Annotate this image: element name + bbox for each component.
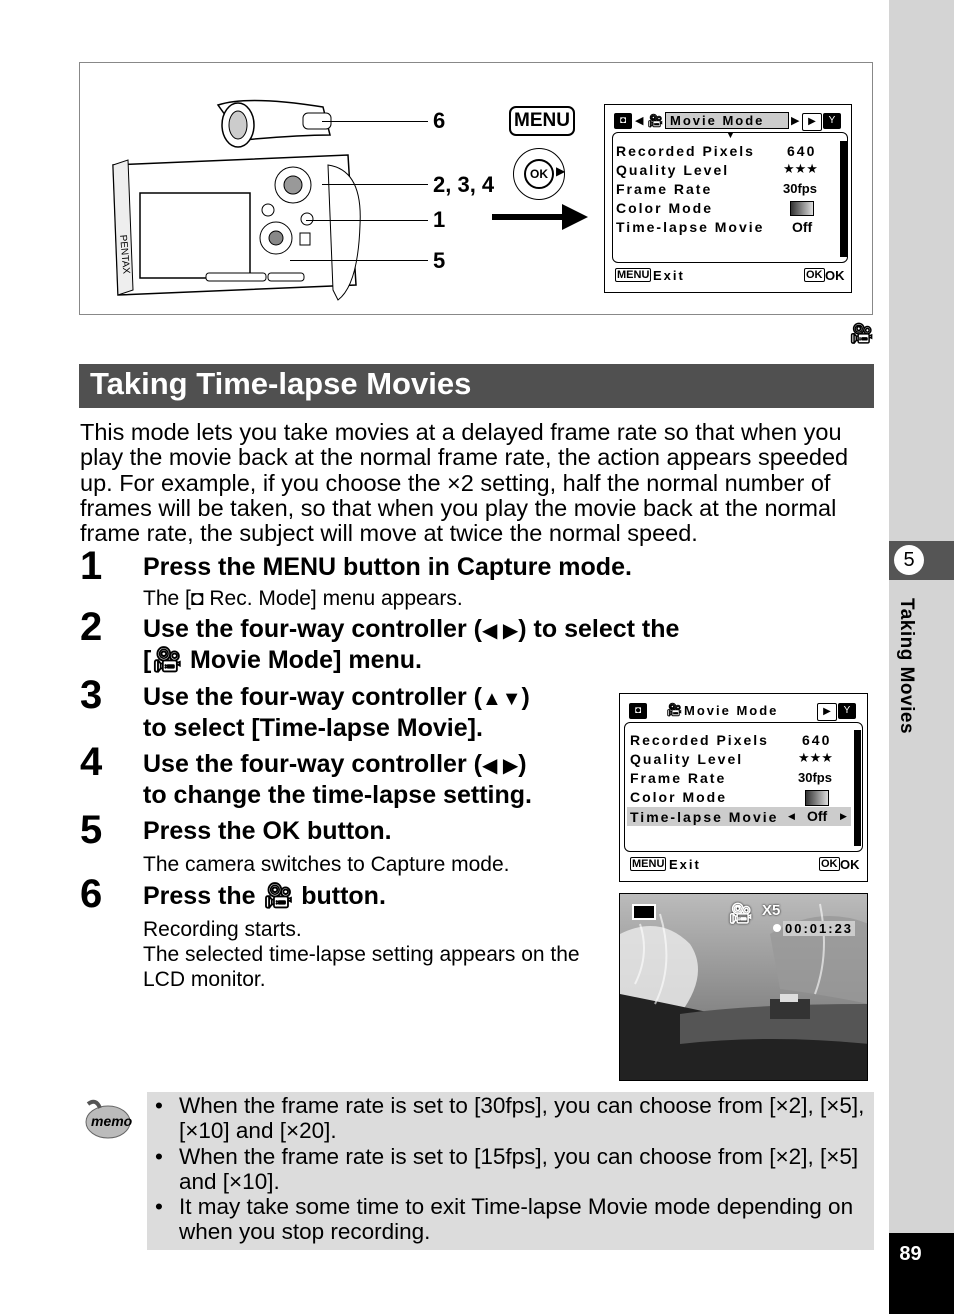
menu-row-value: 640 bbox=[787, 143, 817, 159]
menu-key-icon: MENU bbox=[632, 858, 665, 870]
ok-label: OK bbox=[825, 268, 845, 283]
ok-key-icon: OK bbox=[806, 269, 823, 281]
movie-icon: 🎥︎ bbox=[151, 646, 184, 674]
memo-icon bbox=[84, 1098, 132, 1147]
up-down-arrows-icon: ▲▼ bbox=[481, 688, 522, 710]
ok-key-icon: OK bbox=[524, 159, 554, 189]
menu-key-icon: MENU bbox=[509, 106, 575, 136]
menu-row-value: 30fps bbox=[783, 181, 817, 196]
callout-line-1 bbox=[306, 220, 428, 221]
time-lapse-speed: X5 bbox=[762, 902, 781, 919]
menu-row-label: Quality Level bbox=[630, 751, 744, 767]
bullet-icon: • bbox=[155, 1093, 163, 1118]
movie-icon: 🎥︎ bbox=[647, 113, 664, 128]
step-title-line2: [🎥︎ Movie Mode] menu. bbox=[143, 646, 422, 674]
four-way-controller-icon bbox=[513, 148, 565, 200]
left-right-arrows-icon: ◀ ▶ bbox=[481, 755, 519, 777]
callout-6: 6 bbox=[433, 108, 446, 133]
memo-item: • When the frame rate is set to [30fps], you can choose from [×2], [×5], [×10] and [×20]. bbox=[155, 1093, 865, 1144]
movie-icon: 🎥︎ bbox=[666, 702, 683, 717]
step-title: Press the MENU button in Capture mode. bbox=[143, 553, 632, 581]
step-number: 4 bbox=[80, 740, 103, 784]
setup-tab-icon: Y bbox=[838, 703, 856, 719]
step-subtext: The camera switches to Capture mode. bbox=[143, 853, 510, 876]
ok-label: OK bbox=[840, 857, 860, 872]
menu-row-label: Recorded Pixels bbox=[630, 732, 769, 748]
lcd-menu-screen bbox=[604, 104, 852, 293]
step-title-line2: to select [Time-lapse Movie]. bbox=[143, 714, 483, 742]
exit-label: Exit bbox=[669, 857, 701, 872]
callout-line-234 bbox=[322, 184, 428, 185]
page-number: 89 bbox=[899, 1243, 922, 1265]
section-title: Taking Time-lapse Movies bbox=[90, 366, 472, 401]
left-right-arrows-icon: ◀ ▶ bbox=[481, 620, 519, 642]
step-title: Use the four-way controller (◀ ▶) bbox=[143, 750, 527, 778]
arrow-icon bbox=[492, 202, 590, 232]
callout-5: 5 bbox=[433, 248, 446, 273]
step-number: 6 bbox=[80, 872, 103, 916]
lcd-menu-screen bbox=[619, 693, 868, 882]
scrollbar bbox=[854, 730, 861, 846]
menu-row-label: Frame Rate bbox=[616, 181, 713, 197]
lcd-recording-photo bbox=[619, 893, 868, 1081]
menu-row-label: Frame Rate bbox=[630, 770, 727, 786]
camera-tab-icon: ◘ bbox=[614, 113, 632, 129]
camera-illustration bbox=[98, 95, 368, 305]
step-title: Use the four-way controller (▲▼) bbox=[143, 683, 530, 711]
ok-key-icon: OK bbox=[821, 858, 838, 870]
recording-timecode: 00:01:23 bbox=[785, 921, 854, 936]
down-arrow-icon: ▼ bbox=[726, 130, 735, 140]
color-mode-swatch bbox=[805, 790, 829, 806]
playback-tab-icon: ▶ bbox=[802, 113, 822, 131]
scrollbar bbox=[840, 141, 847, 257]
menu-row-value: Off bbox=[807, 808, 828, 824]
battery-icon bbox=[632, 904, 656, 920]
svg-text:PENTAX: PENTAX bbox=[117, 234, 132, 275]
menu-row-label: Color Mode bbox=[616, 200, 713, 216]
color-mode-swatch bbox=[790, 201, 814, 216]
memo-icon-label: memo bbox=[91, 1113, 133, 1129]
callout-line-6 bbox=[322, 121, 428, 122]
callout-line-5 bbox=[290, 260, 428, 261]
step-subtext: The [◘ Rec. Mode] menu appears. bbox=[143, 587, 463, 610]
record-dot-icon bbox=[773, 924, 781, 932]
menu-key-icon: MENU bbox=[617, 269, 650, 281]
right-arrow-icon: ▶ bbox=[840, 811, 847, 821]
right-arrow-icon: ▶ bbox=[556, 164, 566, 178]
movie-icon: 🎥︎ bbox=[728, 903, 754, 925]
playback-tab-icon: ▶ bbox=[817, 703, 837, 721]
callout-2-3-4: 2, 3, 4 bbox=[433, 172, 495, 197]
menu-row-value: 30fps bbox=[798, 770, 832, 785]
memo-item: • It may take some time to exit Time-lapse Movie mode depending on when you stop recording. bbox=[155, 1194, 854, 1245]
memo-list bbox=[155, 1093, 867, 1245]
step-subtext: The selected time-lapse setting appears on the LCD monitor. bbox=[143, 943, 580, 991]
menu-row-label: Quality Level bbox=[616, 162, 730, 178]
step-number: 3 bbox=[80, 673, 103, 717]
menu-row-value: Off bbox=[792, 219, 813, 235]
camera-tab-icon: ◘ bbox=[629, 703, 647, 719]
step-title: Press the 🎥︎ button. bbox=[143, 882, 386, 910]
movie-mode-tab: Movie Mode bbox=[684, 703, 779, 718]
step-number: 2 bbox=[80, 605, 103, 649]
menu-row-label: Color Mode bbox=[630, 789, 727, 805]
menu-row-label: Recorded Pixels bbox=[616, 143, 755, 159]
step-title: Use the four-way controller (◀ ▶) to select the bbox=[143, 615, 680, 643]
camera-icon: ◘ bbox=[190, 587, 204, 610]
chapter-number: 5 bbox=[894, 545, 924, 575]
chapter-title: Taking Movies bbox=[896, 598, 917, 735]
movie-icon: 🎥︎ bbox=[262, 882, 295, 910]
left-arrow-icon: ◀ bbox=[788, 811, 795, 821]
step-title: Press the OK button. bbox=[143, 817, 392, 845]
step-title-line2: to change the time-lapse setting. bbox=[143, 781, 532, 809]
exit-label: Exit bbox=[653, 268, 685, 283]
setup-tab-icon: Y bbox=[823, 113, 841, 129]
callout-1: 1 bbox=[433, 207, 446, 232]
menu-row-value: ★★★ bbox=[798, 750, 833, 765]
bullet-icon: • bbox=[155, 1143, 163, 1169]
movie-mode-tab: Movie Mode bbox=[665, 112, 789, 129]
step-number: 5 bbox=[80, 808, 103, 852]
menu-row-value: 640 bbox=[802, 732, 832, 748]
right-arrow-icon: ▶ bbox=[791, 115, 800, 127]
intro-paragraph: This mode lets you take movies at a delayed frame rate so that when you play the movie back at the normal frame rate, the action appears speeded up. For example, if you choose the ×2 setting, half the normal number of frames will be taken, so that when you play the movie back at the normal frame rate, the subject will move at twice the normal speed. bbox=[80, 419, 849, 547]
menu-row-label: Time-lapse Movie bbox=[630, 809, 779, 825]
menu-row-value: ★★★ bbox=[783, 161, 818, 176]
movie-mode-icon: 🎥︎ bbox=[849, 323, 875, 345]
left-arrow-icon: ◀ bbox=[635, 115, 644, 127]
step-number: 1 bbox=[80, 544, 103, 588]
step-subtext: Recording starts. bbox=[143, 918, 302, 941]
memo-item: • When the frame rate is set to [15fps], you can choose from [×2], [×5] and [×10]. bbox=[155, 1143, 859, 1194]
menu-row-label: Time-lapse Movie bbox=[616, 219, 765, 235]
bullet-icon: • bbox=[155, 1194, 163, 1220]
